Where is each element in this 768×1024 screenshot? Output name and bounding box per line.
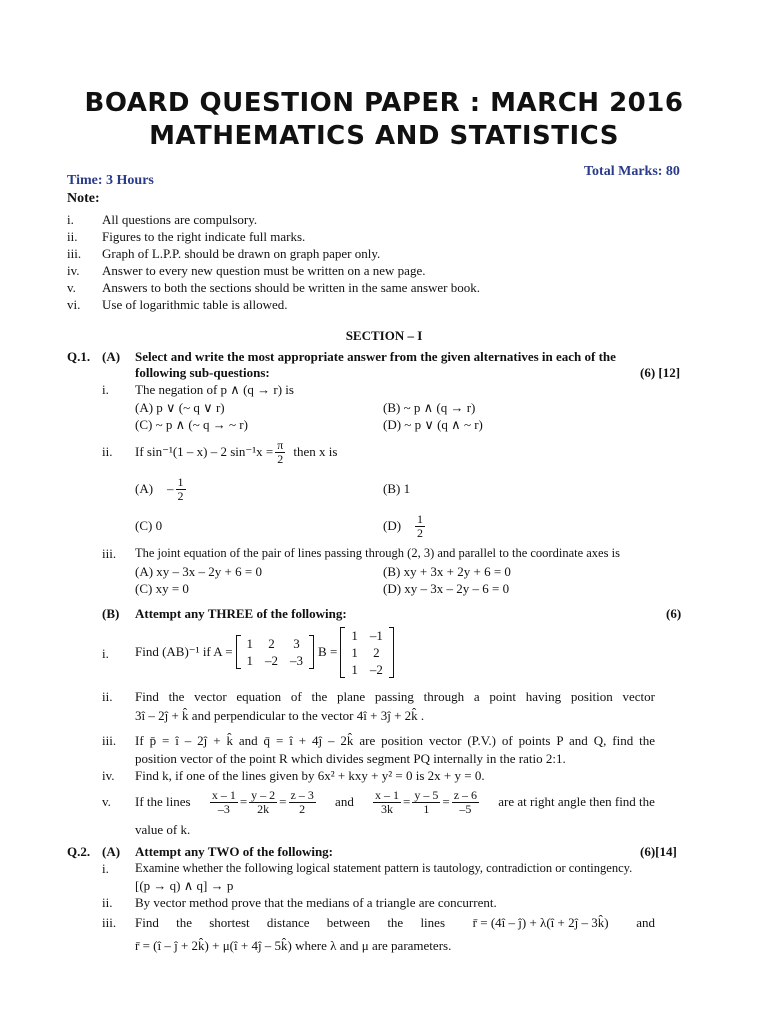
total-marks: Total Marks: 80 — [584, 164, 680, 179]
fraction — [415, 513, 425, 539]
fraction — [249, 789, 277, 815]
option-a: (A) xy – 3x – 2y + 6 = 0 — [135, 564, 262, 579]
right-angle-text: are at right angle then find the — [498, 794, 655, 809]
option-d — [383, 509, 427, 543]
q1a-instruction: Select and write the most appropriate answer from the given alternatives in each of the — [135, 349, 616, 364]
paper-title: BOARD QUESTION PAPER : MARCH 2016 — [84, 88, 684, 118]
frac-den: 2 — [277, 451, 284, 466]
matrix-cell: 1 — [246, 636, 254, 651]
option-b: (B) xy + 3x + 2y + 6 = 0 — [383, 564, 511, 579]
q2a-iii-line2: r̄ = (î – ĵ + 2k̂) + μ(î + 4ĵ – 5k̂) where λ and μ are parameters. — [135, 938, 452, 953]
q1b-iv-text: Find k, if one of the lines given by 6x² + kxy + y² = 0 is 2x + y = 0. — [135, 768, 485, 783]
q1a-i-num: i. — [102, 382, 109, 397]
matrix-cell: 3 — [293, 636, 300, 651]
matrix-cell: –2 — [369, 661, 383, 677]
q1b-v-num: v. — [102, 794, 111, 809]
matrix-cell: 1 — [351, 644, 358, 660]
note-text: Use of logarithmic table is allowed. — [102, 297, 288, 312]
q2a-i-line2: [(p → q) ∧ q] → p — [135, 878, 234, 893]
note-text: Graph of L.P.P. should be drawn on graph paper only. — [102, 246, 381, 261]
frac-den: 2k — [257, 801, 270, 816]
option-label: (D) — [383, 518, 402, 533]
q1a-label: (A) — [102, 349, 121, 364]
q2a-i-line1: Examine whether the following logical statement pattern is tautology, contradiction or contingency. — [135, 861, 633, 875]
matrix-cell: –1 — [369, 627, 383, 643]
option-b: (B) 1 — [383, 481, 411, 496]
q1b-instruction: Attempt any THREE of the following: — [135, 606, 347, 621]
frac-num: 1 — [177, 474, 184, 489]
frac-den: 3k — [381, 801, 394, 816]
option-a — [135, 472, 188, 506]
q2a-iii-line1 — [135, 915, 655, 931]
option-b: (B) ~ p ∧ (q → r) — [383, 400, 476, 415]
matrix-b — [340, 627, 394, 678]
frac-den: 2 — [299, 801, 306, 816]
matrix-cell: 1 — [246, 653, 254, 668]
stem-text: If sin⁻¹(1 – x) – 2 sin⁻¹x = — [135, 444, 274, 459]
time-label: Time: 3 Hours — [67, 173, 154, 188]
q1a-i-stem: The negation of p ∧ (q → r) is — [135, 382, 294, 397]
pi-over-2 — [275, 439, 285, 465]
q1b-i-num: i. — [102, 646, 109, 661]
matrix-cell: 2 — [268, 636, 275, 651]
frac-den: 2 — [417, 525, 424, 540]
frac-den: –5 — [459, 801, 472, 816]
q1-number: Q.1. — [67, 349, 91, 364]
q1b-ii-num: ii. — [102, 689, 113, 704]
fraction — [412, 789, 440, 815]
note-num: iv. — [67, 263, 80, 278]
option-d: (D) ~ p ∨ (q ∧ ~ r) — [383, 417, 483, 432]
q1b-marks: (6) — [666, 606, 682, 621]
q2a-instruction: Attempt any TWO of the following: — [135, 844, 334, 859]
q2a-i-num: i. — [102, 861, 109, 876]
stem-text-post: then x is — [293, 444, 338, 459]
line1-equation: $\frac{x - 1}{-3}$ = $\frac{y - 2}{2k}$ = $\frac{z - 3}{2}$ — [211, 787, 314, 816]
q1a-marks: (6) [12] — [640, 365, 681, 380]
q1a-iii-stem: The joint equation of the pair of lines passing through (2, 3) and parallel to the coordinate axes is — [135, 546, 620, 560]
matrix-cell: 1 — [351, 627, 358, 643]
q1b-iii-line1: If p̄ = î – 2ĵ + k̂ and q̄ = î + 4ĵ – 2k̂ are position vector (P.V.) of points P and Q, find the — [135, 733, 655, 748]
q1b-ii-line2: 3î – 2ĵ + k̂ and perpendicular to the vector 4î + 3ĵ + 2k̂ . — [135, 708, 425, 723]
q1b-v-line2: value of k. — [135, 822, 191, 837]
fraction — [452, 789, 479, 815]
q2a-marks: (6)[14] — [640, 844, 677, 859]
frac-num: π — [277, 437, 284, 452]
option-a: (A) p ∨ (~ q ∨ r) — [135, 400, 225, 415]
note-text: All questions are compulsory. — [102, 212, 258, 227]
note-text: Answers to both the sections should be written in the same answer book. — [102, 280, 481, 295]
option-label: (A) — [135, 481, 154, 496]
q1b-i-content — [135, 622, 394, 682]
frac-den: –3 — [217, 801, 230, 816]
note-label: Note: — [67, 191, 100, 206]
frac-num: z – 3 — [290, 787, 314, 802]
matrix-a — [236, 635, 315, 669]
note-text: Figures to the right indicate full marks. — [102, 229, 306, 244]
note-text: Answer to every new question must be written on a new page. — [102, 263, 426, 278]
b-equals-text: B = — [318, 644, 338, 659]
frac-num: z – 6 — [453, 787, 478, 802]
matrix-cell: 1 — [351, 661, 358, 677]
line1-vector-eq: r̄ = (4î – ĵ) + λ(î + 2ĵ – 3k̂) — [472, 915, 609, 930]
q1b-ii-line1: Find the vector equation of the plane passing through a point having position vector — [135, 689, 655, 704]
q1a-iii-num: iii. — [102, 546, 117, 561]
option-d: (D) xy – 3x – 2y – 6 = 0 — [383, 581, 510, 596]
section-heading: SECTION – I — [345, 328, 423, 343]
q2-number: Q.2. — [67, 844, 91, 859]
frac-num: 1 — [417, 511, 424, 526]
option-c: (C) ~ p ∧ (~ q → ~ r) — [135, 417, 248, 432]
frac-num: y – 2 — [251, 787, 276, 802]
matrix-cell: –3 — [290, 653, 304, 668]
q2a-ii-text: By vector method prove that the medians of a triangle are concurrent. — [135, 895, 497, 910]
note-num: vi. — [67, 297, 81, 312]
q1a-instruction-cont: following sub-questions: — [135, 365, 270, 380]
frac-den: 2 — [177, 488, 184, 503]
q1b-label: (B) — [102, 606, 120, 621]
line2-equation: $\frac{x - 1}{3k}$ = $\frac{y - 5}{1}$ = $\frac{z - 6}{-5}$ — [375, 787, 478, 816]
if-the-lines-text: If the lines — [135, 794, 191, 809]
matrix-cell: 2 — [373, 644, 380, 660]
and-text: and — [335, 794, 354, 809]
paper-subtitle: MATHEMATICS AND STATISTICS — [149, 121, 619, 151]
shortest-distance-text: Find the shortest distance between the lines — [135, 915, 446, 930]
fraction — [289, 789, 316, 815]
note-num: i. — [67, 212, 74, 227]
fraction — [210, 789, 238, 815]
q1a-ii-num: ii. — [102, 444, 113, 459]
option-c: (C) xy = 0 — [135, 581, 189, 596]
note-num: v. — [67, 280, 76, 295]
note-num: ii. — [67, 229, 78, 244]
note-num: iii. — [67, 246, 82, 261]
and-text: and — [636, 915, 655, 930]
frac-num: y – 5 — [414, 787, 439, 802]
fraction — [176, 476, 186, 502]
q2a-label: (A) — [102, 844, 121, 859]
option-c: (C) 0 — [135, 518, 163, 533]
find-ab-inverse-text: Find (AB)⁻¹ if A = — [135, 644, 233, 659]
fraction — [373, 789, 401, 815]
matrix-cell: –2 — [265, 653, 279, 668]
frac-num: x – 1 — [375, 787, 400, 802]
frac-den: 1 — [423, 801, 430, 816]
q1b-iii-num: iii. — [102, 733, 117, 748]
q1a-ii-stem — [135, 434, 337, 470]
q1b-iv-num: iv. — [102, 768, 115, 783]
q2a-iii-num: iii. — [102, 915, 117, 930]
q1b-v-line1 — [135, 784, 655, 820]
q2a-ii-num: ii. — [102, 895, 113, 910]
frac-num: x – 1 — [211, 787, 236, 802]
q1b-iii-line2: position vector of the point R which divides segment PQ internally in the ratio 2:1. — [135, 751, 566, 766]
minus-sign: – — [167, 481, 174, 496]
